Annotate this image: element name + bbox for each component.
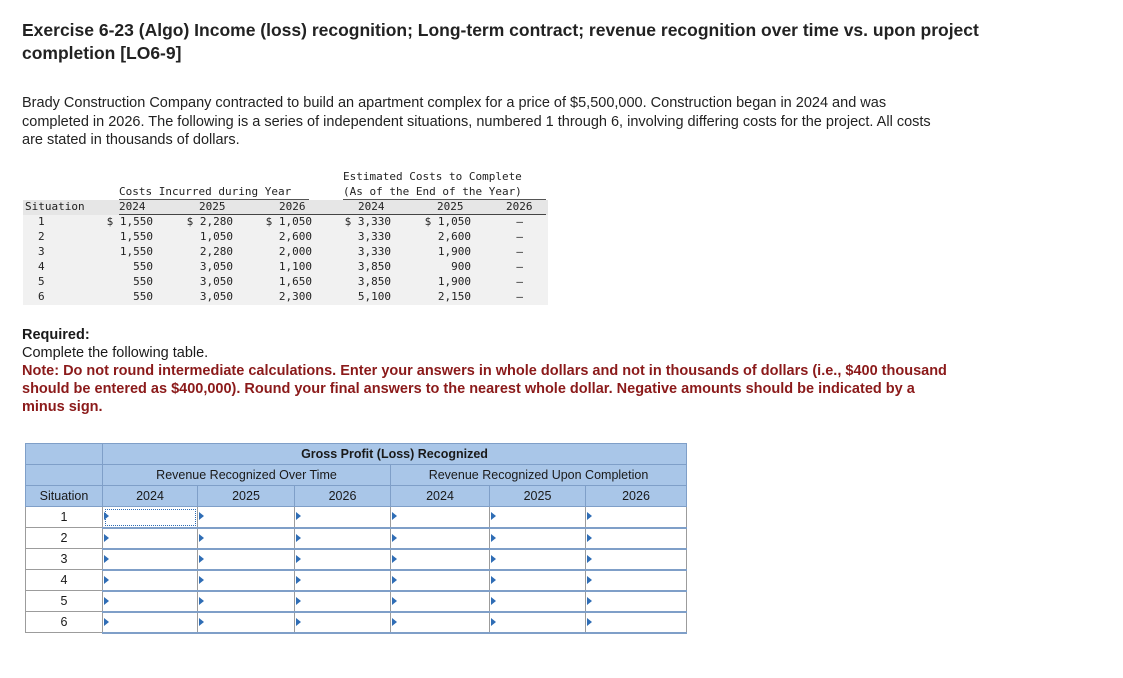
cell-arrow-icon	[587, 512, 592, 520]
cell-arrow-icon	[104, 618, 109, 626]
cost-value: 3,050	[199, 290, 233, 303]
answer-cell	[198, 591, 295, 612]
cell-arrow-icon	[199, 618, 204, 626]
cell-arrow-icon	[491, 576, 496, 584]
cost-value: 5,100	[357, 290, 391, 303]
given-table-row	[23, 260, 548, 275]
cell-arrow-icon	[199, 534, 204, 542]
gross-profit-input[interactable]	[295, 571, 390, 590]
year-header: 2025	[199, 200, 226, 213]
year-col-header: 2025	[490, 486, 586, 507]
gross-profit-input[interactable]	[586, 613, 686, 632]
answer-cell	[490, 528, 586, 549]
cost-value: 1,650	[278, 275, 312, 288]
gross-profit-answer-table	[25, 443, 687, 634]
answer-cell	[391, 570, 490, 591]
cell-arrow-icon	[199, 555, 204, 563]
cost-value: 2,600	[437, 230, 471, 243]
gross-profit-input[interactable]	[490, 592, 585, 611]
answer-cell	[490, 591, 586, 612]
answer-cell	[295, 549, 391, 570]
cost-value: 2,300	[278, 290, 312, 303]
estimated-header-line1: Estimated Costs to Complete	[343, 170, 522, 183]
gross-profit-input[interactable]	[586, 550, 686, 569]
required-note: Note: Do not round intermediate calculations. Enter your answers in whole dollars and not in thousands of dollars (i.e., $400 thousand should be entered as $400,000). Round your final answers to the nearest whole dollar. Negative amounts should be indicated by a minus sign.	[22, 363, 947, 415]
cell-arrow-icon	[104, 512, 109, 520]
given-cost-table	[23, 170, 548, 305]
answer-cell	[295, 570, 391, 591]
answer-cell	[198, 612, 295, 633]
required-section	[22, 326, 952, 416]
cell-arrow-icon	[587, 597, 592, 605]
cost-value: 1,050	[199, 230, 233, 243]
situation-label: 4	[26, 570, 103, 591]
given-table-row	[23, 290, 548, 305]
gross-profit-input[interactable]	[490, 613, 585, 632]
answer-cell	[586, 591, 687, 612]
cost-value: 3,330	[357, 230, 391, 243]
answer-cell	[391, 612, 490, 633]
intro-paragraph: Brady Construction Company contracted to build an apartment complex for a price of $5,500,000. Construction began in 2024 and was completed in 2026. The following is a series of independent situations, numbered 1 through 6, involving differing costs for the project. All costs are stated in thousands of dollars.	[22, 95, 931, 148]
cost-value: 550	[133, 275, 153, 288]
cost-value: 3,330	[357, 245, 391, 258]
cell-arrow-icon	[296, 534, 301, 542]
gross-profit-header: Gross Profit (Loss) Recognized	[103, 444, 687, 465]
cell-arrow-icon	[392, 534, 397, 542]
year-col-header: 2026	[586, 486, 687, 507]
given-table-row	[23, 230, 548, 245]
gross-profit-input[interactable]	[295, 613, 390, 632]
cost-value: 3,850	[357, 260, 391, 273]
situation-label: 6	[26, 612, 103, 633]
answer-cell	[198, 528, 295, 549]
situation-number: 3	[38, 245, 45, 258]
situation-number: 5	[38, 275, 45, 288]
answer-cell	[586, 612, 687, 633]
cost-value: $ 1,550	[106, 215, 153, 228]
answer-cell	[295, 591, 391, 612]
cost-value: 3,050	[199, 275, 233, 288]
cost-value: –	[516, 260, 523, 273]
answer-row	[26, 507, 687, 528]
given-table-row	[23, 245, 548, 260]
gross-profit-input[interactable]	[391, 571, 489, 590]
cost-value: 3,050	[199, 260, 233, 273]
answer-cell	[198, 549, 295, 570]
gross-profit-input[interactable]	[391, 613, 489, 632]
gross-profit-input[interactable]	[198, 507, 294, 527]
cost-value: 2,150	[437, 290, 471, 303]
cell-arrow-icon	[587, 534, 592, 542]
year-col-header: 2025	[198, 486, 295, 507]
answer-cell	[103, 612, 198, 633]
cost-value: –	[516, 290, 523, 303]
cost-value: 550	[133, 260, 153, 273]
gross-profit-input[interactable]	[391, 592, 489, 611]
cell-arrow-icon	[491, 597, 496, 605]
gross-profit-input[interactable]	[295, 550, 390, 569]
cell-arrow-icon	[491, 555, 496, 563]
gross-profit-input[interactable]	[586, 592, 686, 611]
gross-profit-input[interactable]	[490, 507, 585, 527]
gross-profit-input[interactable]	[103, 571, 197, 590]
over-time-header: Revenue Recognized Over Time	[103, 465, 391, 486]
cost-value: 2,280	[199, 245, 233, 258]
answer-row	[26, 570, 687, 591]
required-instruction: Complete the following table.	[22, 345, 209, 361]
cost-value: –	[516, 215, 523, 228]
situation-number: 1	[38, 215, 45, 228]
answer-cell	[586, 507, 687, 528]
cell-arrow-icon	[392, 512, 397, 520]
situation-label: 2	[26, 528, 103, 549]
cell-arrow-icon	[587, 618, 592, 626]
answer-cell	[391, 528, 490, 549]
answer-cell	[295, 612, 391, 633]
year-header: 2025	[437, 200, 464, 213]
cell-arrow-icon	[199, 597, 204, 605]
cell-arrow-icon	[491, 512, 496, 520]
cell-arrow-icon	[296, 597, 301, 605]
gross-profit-input[interactable]	[490, 529, 585, 548]
upon-completion-header: Revenue Recognized Upon Completion	[391, 465, 687, 486]
answer-cell	[103, 570, 198, 591]
cost-value: 1,550	[119, 245, 153, 258]
gross-profit-input[interactable]	[391, 529, 489, 548]
cost-value: –	[516, 245, 523, 258]
answer-row	[26, 591, 687, 612]
answer-cell	[198, 570, 295, 591]
cell-arrow-icon	[104, 597, 109, 605]
cost-value: –	[516, 230, 523, 243]
cell-arrow-icon	[199, 512, 204, 520]
cell-arrow-icon	[199, 576, 204, 584]
cell-arrow-icon	[491, 618, 496, 626]
answer-cell	[586, 570, 687, 591]
cost-value: 1,900	[437, 275, 471, 288]
cost-value: 2,600	[278, 230, 312, 243]
costs-incurred-header: Costs Incurred during Year	[119, 185, 292, 198]
gross-profit-input[interactable]	[198, 550, 294, 569]
year-col-header: 2024	[103, 486, 198, 507]
cell-arrow-icon	[104, 555, 109, 563]
gross-profit-input[interactable]	[103, 507, 197, 527]
cost-value: 3,850	[357, 275, 391, 288]
cost-value: 1,100	[278, 260, 312, 273]
answer-cell	[490, 570, 586, 591]
answer-cell	[391, 549, 490, 570]
gross-profit-input[interactable]	[103, 529, 197, 548]
situation-label: 3	[26, 549, 103, 570]
year-header: 2024	[119, 200, 146, 213]
cost-value: 1,900	[437, 245, 471, 258]
answer-cell	[103, 591, 198, 612]
gross-profit-input[interactable]	[103, 592, 197, 611]
gross-profit-input[interactable]	[103, 613, 197, 632]
cost-value: $ 1,050	[265, 215, 312, 228]
cell-arrow-icon	[104, 534, 109, 542]
year-header: 2026	[279, 200, 306, 213]
cell-arrow-icon	[296, 576, 301, 584]
situation-number: 4	[38, 260, 45, 273]
gross-profit-input[interactable]	[295, 592, 390, 611]
answer-cell	[198, 507, 295, 528]
answer-cell	[103, 549, 198, 570]
cost-value: $ 1,050	[424, 215, 471, 228]
year-col-header: 2026	[295, 486, 391, 507]
gross-profit-input[interactable]	[198, 529, 294, 548]
situation-col-header: Situation	[26, 486, 103, 507]
cost-value: 550	[133, 290, 153, 303]
cell-arrow-icon	[587, 576, 592, 584]
answer-cell	[391, 591, 490, 612]
gross-profit-input[interactable]	[103, 550, 197, 569]
cost-value: $ 2,280	[186, 215, 233, 228]
cell-arrow-icon	[392, 618, 397, 626]
cell-arrow-icon	[491, 534, 496, 542]
answer-cell	[103, 528, 198, 549]
gross-profit-input[interactable]	[586, 529, 686, 548]
gross-profit-input[interactable]	[198, 613, 294, 632]
cell-arrow-icon	[104, 576, 109, 584]
answer-cell	[103, 507, 198, 528]
required-heading: Required:	[22, 327, 90, 343]
answer-row	[26, 528, 687, 549]
cell-arrow-icon	[296, 555, 301, 563]
answer-cell	[586, 528, 687, 549]
exercise-title: Exercise 6-23 (Algo) Income (loss) recognition; Long-term contract; revenue recognition over time vs. upon project completion [LO6-9]	[22, 20, 979, 63]
year-header: 2024	[358, 200, 385, 213]
answer-cell	[490, 612, 586, 633]
situation-number: 6	[38, 290, 45, 303]
cell-arrow-icon	[296, 618, 301, 626]
year-col-header: 2024	[391, 486, 490, 507]
given-table-row	[23, 275, 548, 290]
gross-profit-input[interactable]	[391, 507, 489, 527]
situation-number: 2	[38, 230, 45, 243]
situation-col-header: Situation	[25, 200, 85, 213]
cell-arrow-icon	[392, 597, 397, 605]
answer-cell	[586, 549, 687, 570]
given-table-row	[23, 215, 548, 230]
answer-row	[26, 549, 687, 570]
cost-value: –	[516, 275, 523, 288]
cell-arrow-icon	[392, 576, 397, 584]
cost-value: 1,550	[119, 230, 153, 243]
gross-profit-input[interactable]	[490, 571, 585, 590]
answer-cell	[490, 507, 586, 528]
situation-label: 5	[26, 591, 103, 612]
gross-profit-input[interactable]	[586, 571, 686, 590]
gross-profit-input[interactable]	[198, 571, 294, 590]
gross-profit-input[interactable]	[295, 507, 390, 527]
answer-cell	[295, 528, 391, 549]
cell-arrow-icon	[392, 555, 397, 563]
gross-profit-input[interactable]	[295, 529, 390, 548]
cost-value: 2,000	[278, 245, 312, 258]
year-header: 2026	[506, 200, 533, 213]
gross-profit-input[interactable]	[198, 592, 294, 611]
answer-cell	[391, 507, 490, 528]
cost-value: $ 3,330	[344, 215, 391, 228]
gross-profit-input[interactable]	[586, 507, 686, 527]
gross-profit-input[interactable]	[490, 550, 585, 569]
answer-cell	[295, 507, 391, 528]
answer-cell	[490, 549, 586, 570]
cell-arrow-icon	[296, 512, 301, 520]
answer-row	[26, 612, 687, 633]
cost-value: 900	[451, 260, 471, 273]
situation-label: 1	[26, 507, 103, 528]
gross-profit-input[interactable]	[391, 550, 489, 569]
cell-arrow-icon	[587, 555, 592, 563]
estimated-header-line2: (As of the End of the Year)	[343, 185, 522, 198]
